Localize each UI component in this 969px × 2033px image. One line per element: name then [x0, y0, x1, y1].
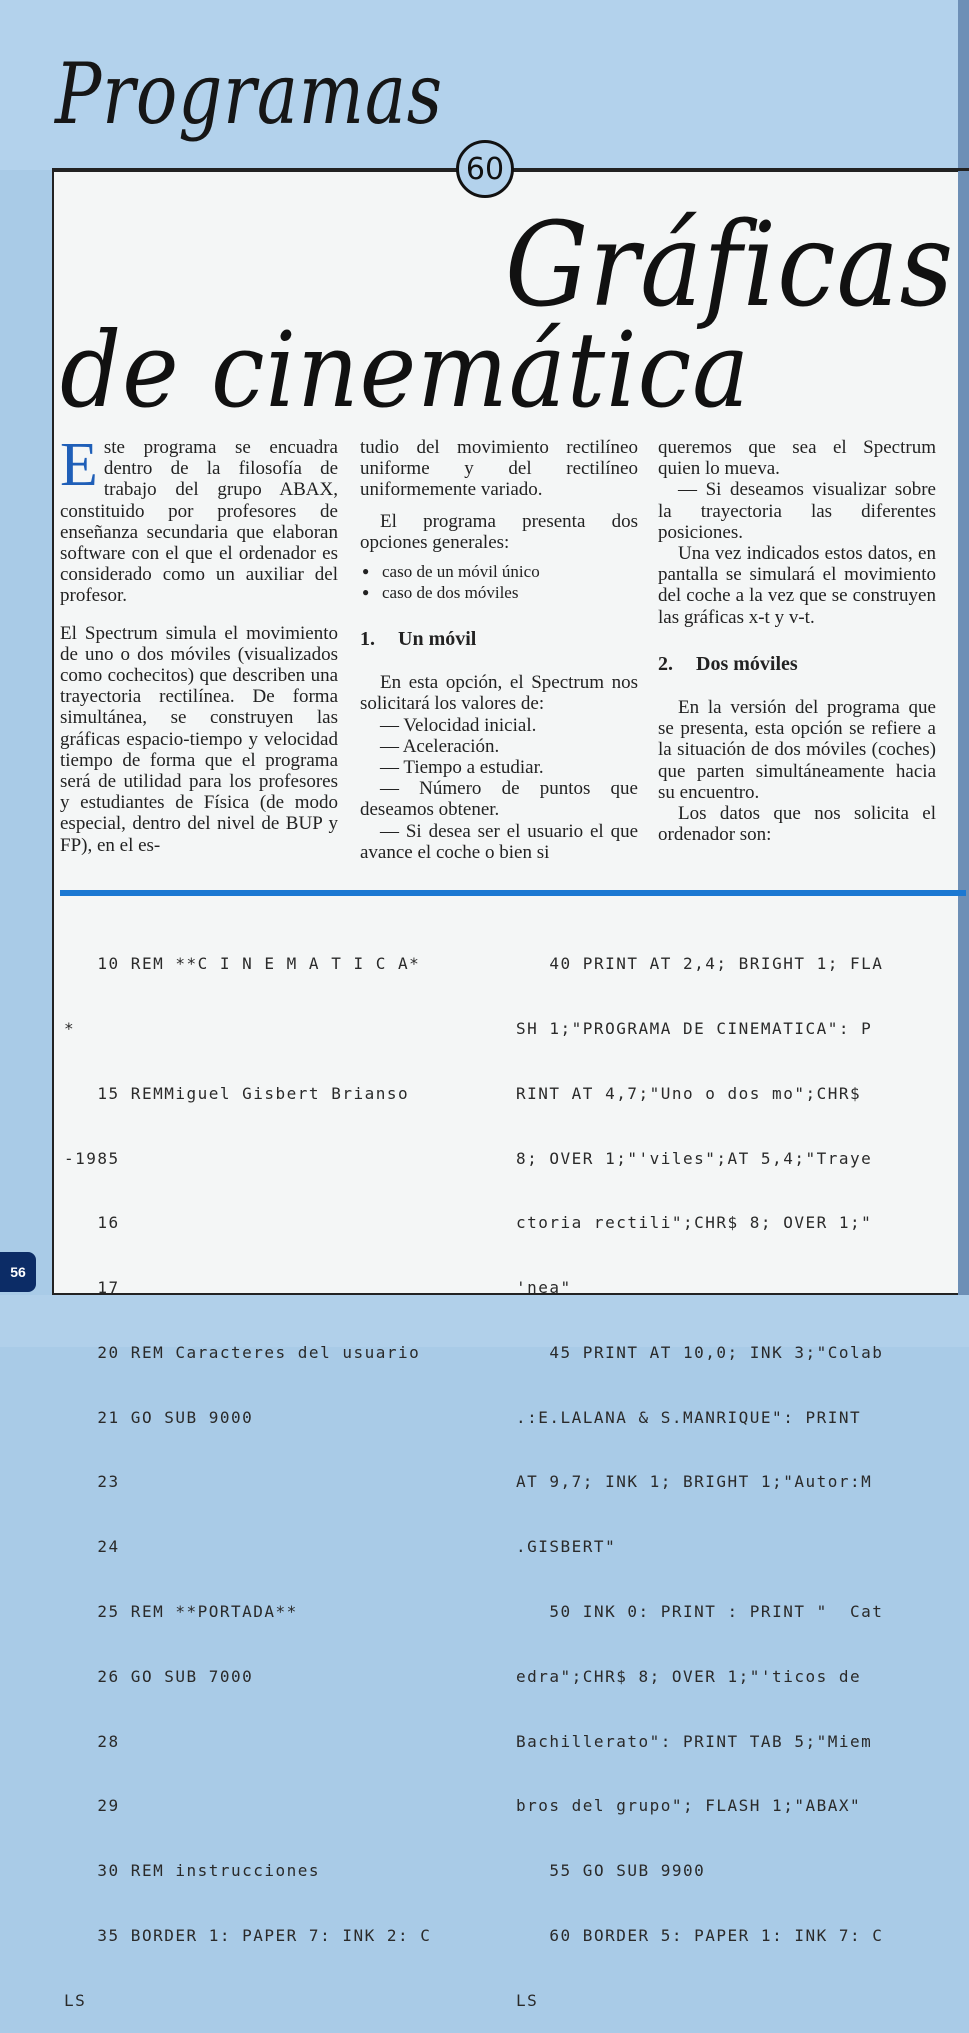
code-line: 20 REM Caracteres del usuario: [64, 1342, 421, 1362]
code-line: 60 BORDER 5: PAPER 1: INK 7: C: [516, 1925, 884, 1945]
article-title-line1: Gráficas: [505, 198, 955, 333]
paragraph-text: ste programa se encuadra dentro de la filosofía de trabajo del grupo ABAX, constituido por profesores de enseñanza secundaria que elaboran software con el que el ordenador es considerado como un auxiliar del profesor.: [60, 437, 338, 607]
article-title-line2: de cinemática: [60, 309, 751, 431]
code-listing-left: [64, 910, 482, 2033]
list-item: — Aceleración.: [380, 735, 500, 757]
code-line: AT 9,7; INK 1; BRIGHT 1;"Autor:M: [516, 1472, 873, 1492]
code-line: RINT AT 4,7;"Uno o dos mo";CHR$: [516, 1083, 862, 1103]
paragraph: queremos que sea el Spectrum quien lo mueva.: [658, 437, 936, 480]
code-line: 24: [64, 1537, 120, 1557]
subheading-number: 1.: [360, 628, 375, 651]
code-line: LS: [64, 1990, 87, 2010]
paragraph: — Si deseamos visualizar sobre la trayectoria las diferentes posiciones.: [658, 479, 936, 543]
code-line: 30 REM instrucciones: [64, 1861, 321, 1881]
code-line: 16: [64, 1213, 120, 1233]
code-line: 55 GO SUB 9900: [516, 1861, 706, 1881]
code-line: 15 REMMiguel Gisbert Brianso: [64, 1083, 410, 1103]
paragraph: Una vez indicados estos datos, en pantalla se simulará el movimiento del coche a la vez que se construyen las gráficas x-t y v-t.: [658, 543, 936, 628]
intro-paragraph: [60, 431, 338, 607]
code-listing-right: [516, 910, 934, 2033]
code-line: 50 INK 0: PRINT : PRINT " Cat: [516, 1602, 884, 1621]
drop-cap: E: [60, 431, 98, 499]
code-line: 25 REM **PORTADA**: [64, 1602, 298, 1621]
code-line: 17: [64, 1278, 120, 1298]
page-edge: [958, 0, 969, 1347]
text-column-1: [60, 431, 338, 866]
code-line: 21 GO SUB 9000: [64, 1407, 254, 1427]
code-line: .:E.LALANA & S.MANRIQUE": PRINT: [516, 1407, 862, 1427]
issue-number-badge: 60: [456, 140, 514, 198]
page-number-badge: 56: [0, 1252, 36, 1292]
code-line: 10 REM **C I N E M A T I C A*: [64, 954, 421, 974]
code-line: *: [64, 1018, 76, 1038]
code-line: 26 GO SUB 7000: [64, 1666, 254, 1686]
list-item: — Velocidad inicial.: [380, 714, 537, 736]
code-line: 29: [64, 1796, 120, 1816]
subheading-two-mobiles: [658, 654, 936, 675]
list-item: — Si desea ser el usuario el que avance el coche o bien si: [360, 820, 638, 863]
paragraph: En la versión del programa que se presenta, esta opción se refiere a la situación de dos móviles (coches) que parten simultáneamente hacia su encuentro.: [658, 697, 936, 803]
code-line: 45 PRINT AT 10,0; INK 3;"Colab: [516, 1342, 884, 1362]
subheading-text: Un móvil: [398, 628, 477, 651]
code-line: LS: [516, 1990, 539, 2010]
code-line: 28: [64, 1731, 120, 1751]
paragraph: En esta opción, el Spectrum nos solicitará los valores de:: [360, 672, 638, 715]
subheading-one-mobile: [360, 629, 638, 650]
list-item: ● caso de un móvil único: [360, 561, 638, 582]
text-column-2: [360, 437, 638, 863]
code-line: .GISBERT": [516, 1537, 617, 1557]
code-line: SH 1;"PROGRAMA DE CINEMATICA": P: [516, 1018, 873, 1038]
paragraph: tudio del movimiento rectilíneo uniforme y del rectilíneo uniformemente variado.: [360, 437, 638, 501]
paragraph: El programa presenta dos opciones generales:: [360, 510, 638, 553]
code-line: edra";CHR$ 8; OVER 1;"'ticos de: [516, 1666, 862, 1686]
code-line: 23: [64, 1472, 120, 1492]
code-line: Bachillerato": PRINT TAB 5;"Miem: [516, 1731, 873, 1751]
subheading-text: Dos móviles: [696, 652, 798, 675]
section-title: Programas: [55, 45, 443, 143]
list-item: — Número de puntos que deseamos obtener.: [360, 778, 638, 821]
listing-divider: [60, 890, 966, 896]
code-line: 35 BORDER 1: PAPER 7: INK 2: C: [64, 1925, 432, 1945]
list-item: ● caso de dos móviles: [360, 582, 638, 603]
subheading-number: 2.: [658, 652, 673, 675]
list-item: — Tiempo a estudiar.: [380, 757, 544, 779]
options-list: [360, 561, 638, 603]
text-column-3: [658, 437, 936, 855]
code-line: -1985: [64, 1148, 120, 1168]
code-line: bros del grupo"; FLASH 1;"ABAX": [516, 1796, 862, 1816]
code-line: 8; OVER 1;"'viles";AT 5,4;"Traye: [516, 1148, 873, 1168]
paragraph: El Spectrum simula el movimiento de uno o dos móviles (visualizados como cochecitos) que describen una trayectoria rectilínea. De forma simultánea, se construyen las gráficas espacio-tiempo y velocidad tiempo de forma que el programa será de utilidad para los profesores y estudiantes de Física (de modo especial, dentro del nivel de BUP y FP), en el es-: [60, 622, 338, 856]
code-line: 'nea": [516, 1278, 572, 1298]
code-line: ctoria rectili";CHR$ 8; OVER 1;": [516, 1213, 873, 1233]
paragraph: Los datos que nos solicita el ordenador son:: [658, 803, 936, 846]
code-line: 40 PRINT AT 2,4; BRIGHT 1; FLA: [516, 954, 884, 974]
